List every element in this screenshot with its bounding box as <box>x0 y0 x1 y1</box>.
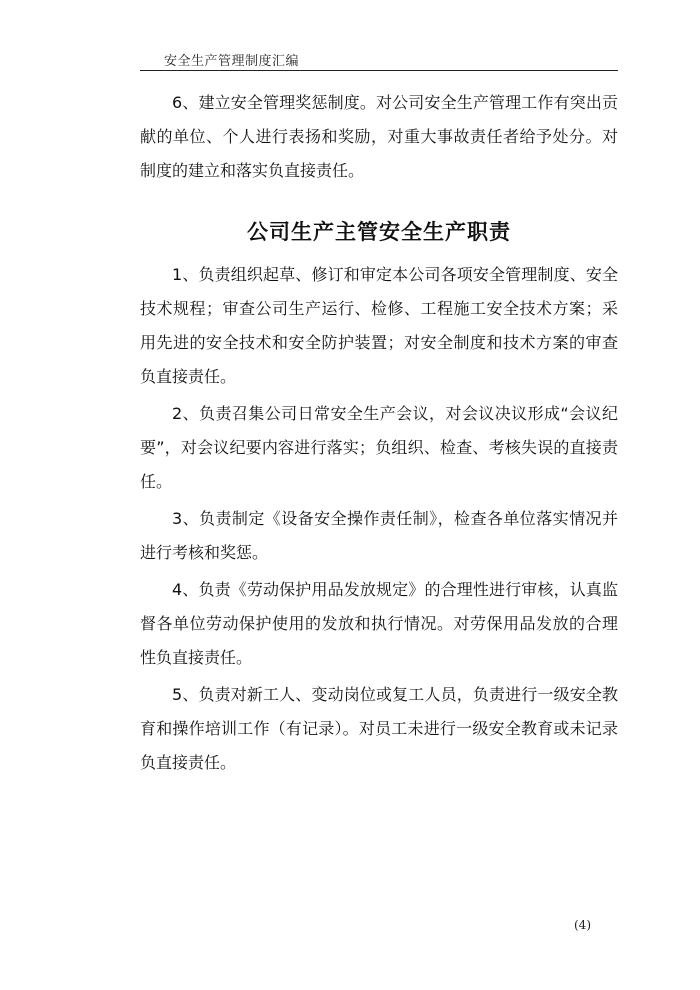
duty-item-1: 1、负责组织起草、修订和审定本公司各项安全管理制度、安全技术规程；审查公司生产运行、检修、工程施工安全技术方案；采用先进的安全技术和安全防护装置；对安全制度和技术方案的审查负直接责任。 <box>140 265 618 386</box>
page-number: (4) <box>574 918 591 932</box>
duty-item-4: 4、负责《劳动保护用品发放规定》的合理性进行审核，认真监督各单位劳动保护使用的发放和执行情况。对劳保用品发放的合理性负直接责任。 <box>140 580 618 667</box>
document-body <box>140 86 618 780</box>
duty-item-5: 5、负责对新工人、变动岗位或复工人员，负责进行一级安全教育和操作培训工作（有记录）。对员工未进行一级安全教育或未记录负直接责任。 <box>140 685 618 772</box>
section-title: 公司生产主管安全生产职责 <box>247 220 511 244</box>
duty-item-3: 3、负责制定《设备安全操作责任制》，检查各单位落实情况并进行考核和奖惩。 <box>140 509 618 562</box>
intro-paragraph: 6、建立安全管理奖惩制度。对公司安全生产管理工作有突出贡献的单位、个人进行表扬和奖励，对重大事故责任者给予处分。对制度的建立和落实负直接责任。 <box>140 93 618 180</box>
page-header <box>140 48 618 71</box>
duty-item-2: 2、负责召集公司日常安全生产会议，对会议决议形成“会议纪要”，对会议纪要内容进行落实；负组织、检查、考核失误的直接责任。 <box>140 404 618 491</box>
header-title: 安全生产管理制度汇编 <box>164 54 300 69</box>
